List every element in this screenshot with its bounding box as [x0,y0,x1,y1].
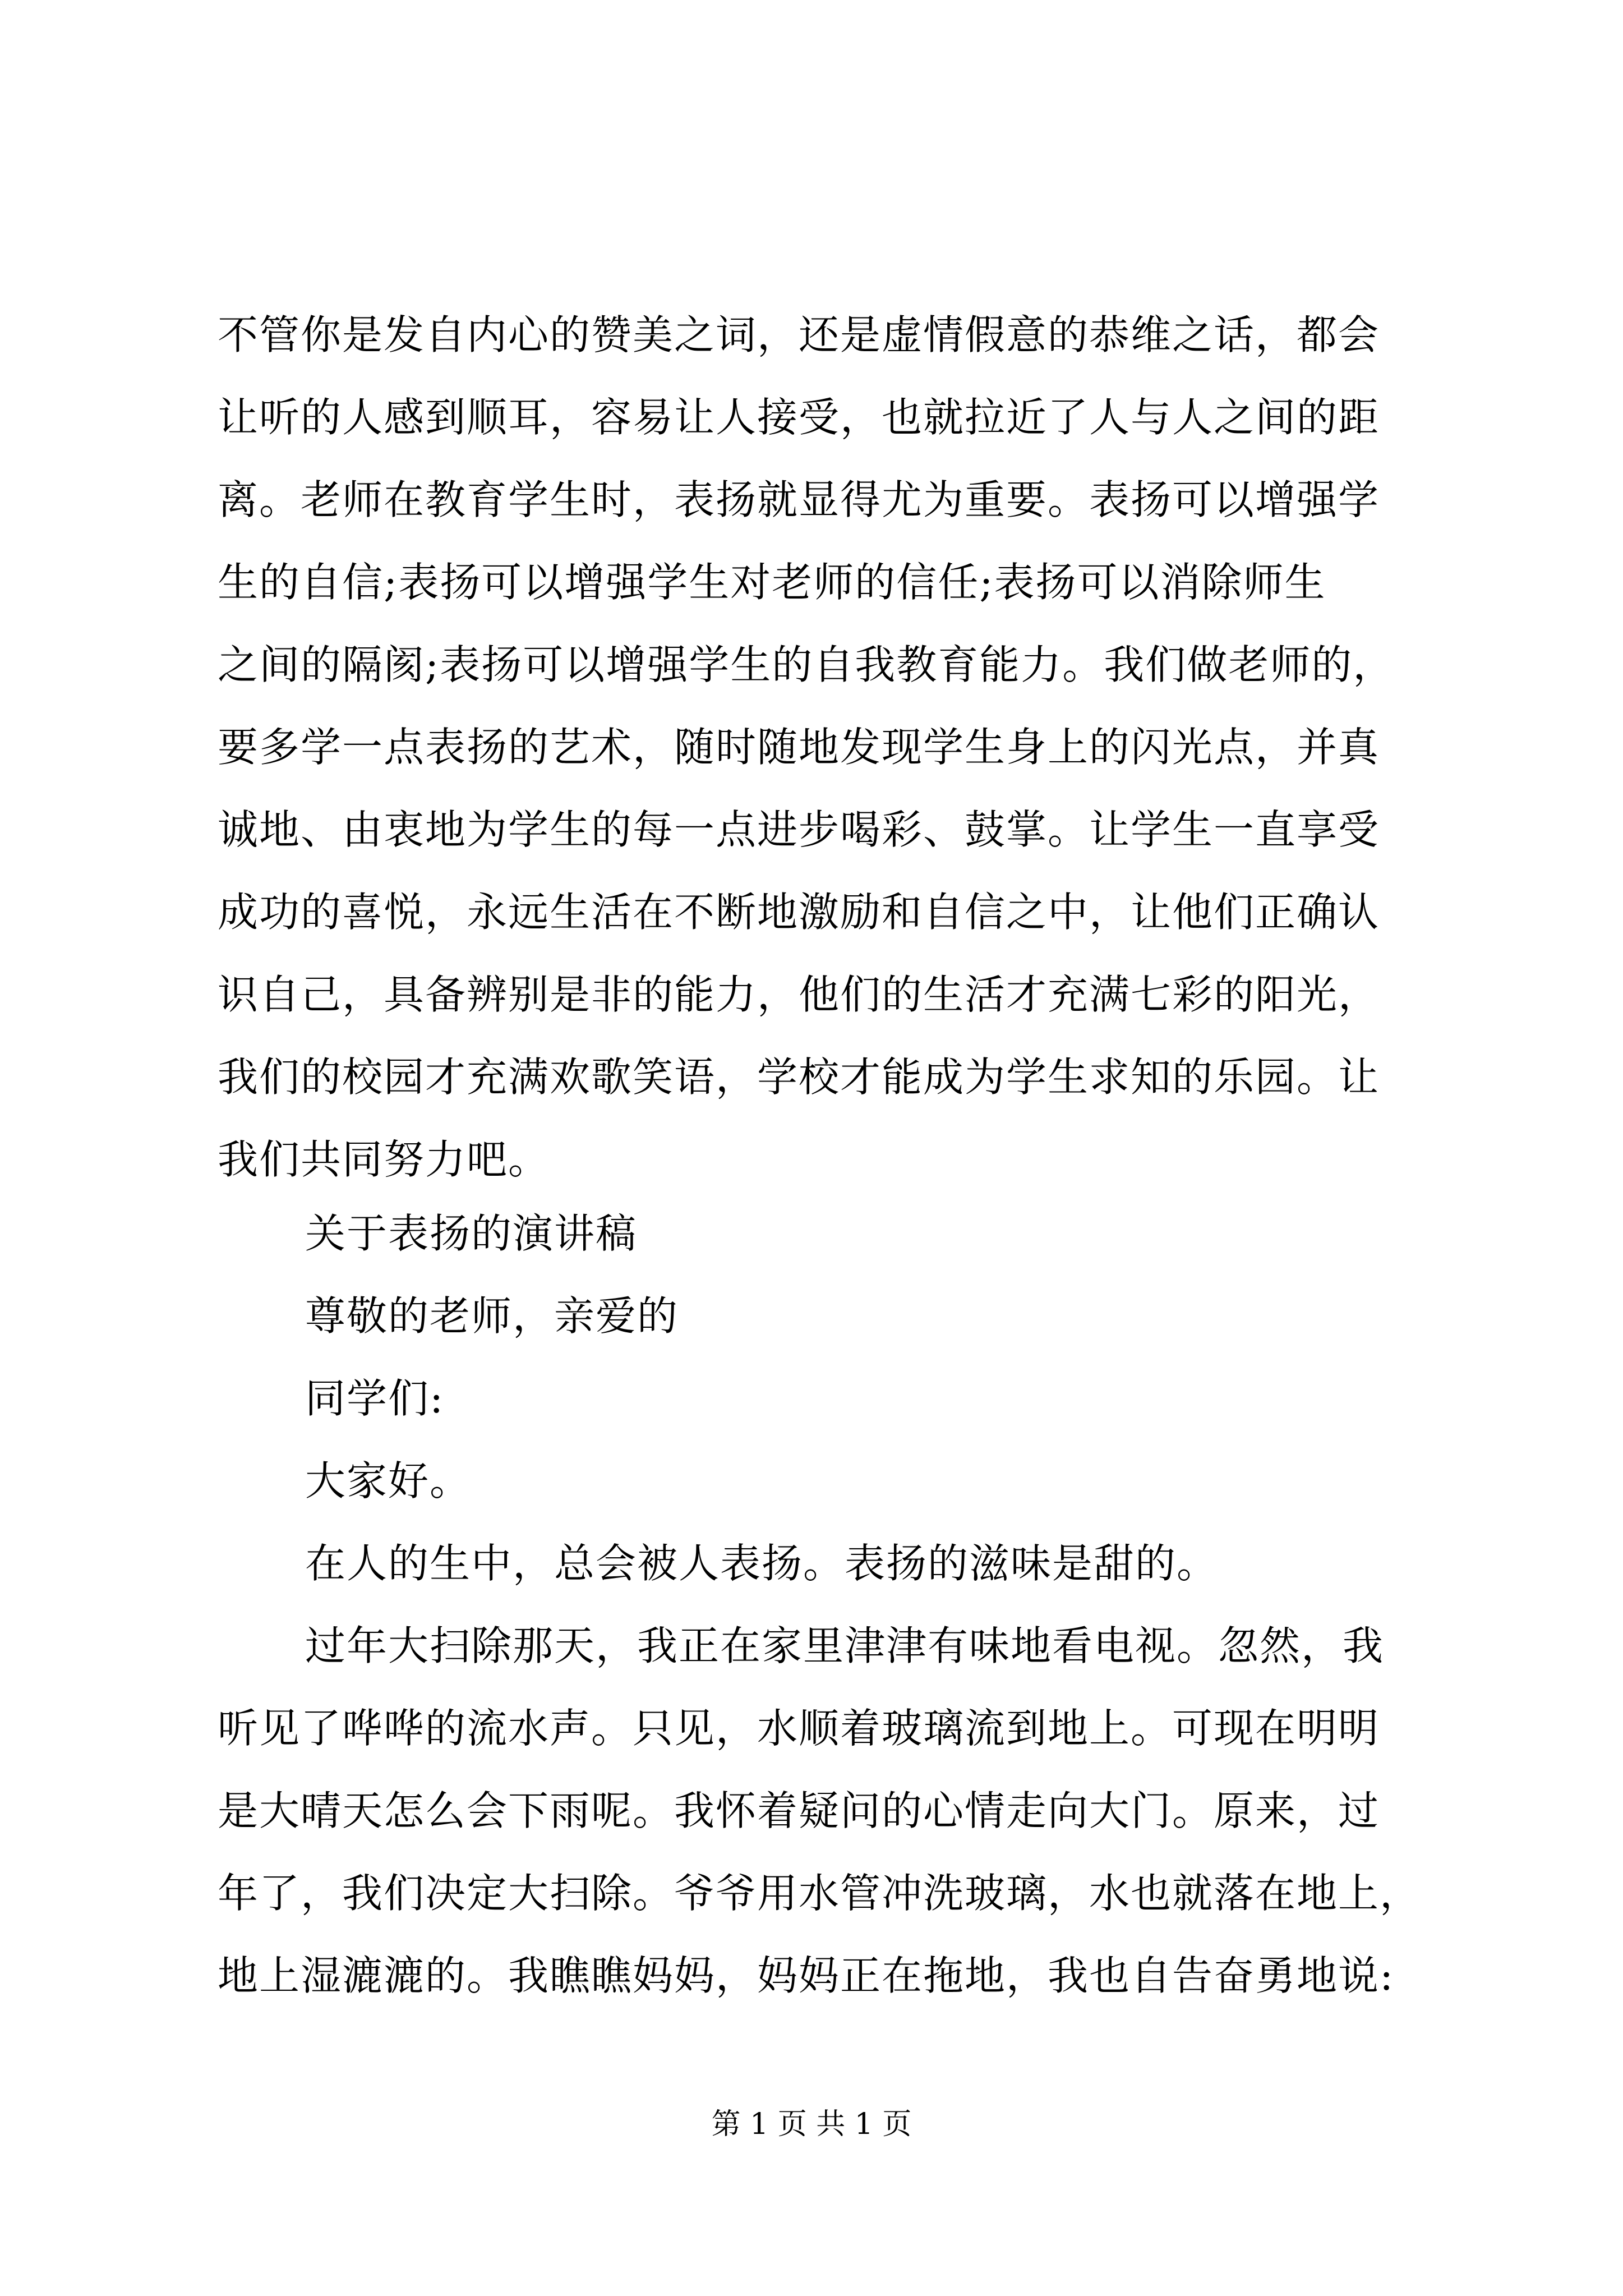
paragraph-line: 我们的校园才充满欢歌笑语，学校才能成为学生求知的乐园。让 [218,1053,1380,1101]
paragraph-line: 要多学一点表扬的艺术，随时随地发现学生身上的闪光点，并真 [218,724,1380,771]
paragraph-line: 年了，我们决定大扫除。爷爷用水管冲洗玻璃，水也就落在地上， [218,1870,1422,1917]
paragraph-line: 之间的隔阂;表扬可以增强学生的自我教育能力。我们做老师的， [218,641,1395,688]
paragraph-line: 我们共同努力吧。 [218,1136,550,1183]
paragraph-line: 是大晴天怎么会下雨呢。我怀着疑问的心情走向大门。原来，过 [218,1787,1380,1834]
paragraph-line: 离。老师在教育学生时，表扬就显得尤为重要。表扬可以增强学 [218,476,1380,523]
speech-title: 关于表扬的演讲稿 [305,1210,638,1257]
salutation-line: 同学们: [305,1375,445,1422]
paragraph-line: 生的自信;表扬可以增强学生对老师的信任;表扬可以消除师生 [218,559,1326,606]
paragraph-line: 过年大扫除那天，我正在家里津津有味地看电视。忽然，我 [305,1622,1385,1669]
speech-section [218,1193,1423,2017]
paragraph-2: 在人的生中，总会被人表扬。表扬的滋味是甜的。 [305,1540,1219,1587]
paragraph-line: 识自己，具备辨别是非的能力，他们的生活才充满七彩的阳光， [218,971,1380,1018]
salutation-line: 尊敬的老师，亲爱的 [305,1292,679,1340]
paragraph-1 [218,294,1423,1201]
paragraph-line: 地上湿漉漉的。我瞧瞧妈妈，妈妈正在拖地，我也自告奋勇地说: [218,1952,1395,1999]
paragraph-line: 让听的人感到顺耳，容易让人接受，也就拉近了人与人之间的距 [218,394,1380,441]
paragraph-line: 听见了哗哗的流水声。只见，水顺着玻璃流到地上。可现在明明 [218,1705,1380,1752]
paragraph-line: 不管你是发自内心的赞美之词，还是虚情假意的恭维之话，都会 [218,311,1380,358]
paragraph-line: 成功的喜悦，永远生活在不断地激励和自信之中，让他们正确认 [218,889,1380,936]
greeting-line: 大家好。 [305,1457,472,1504]
paragraph-line: 诚地、由衷地为学生的每一点进步喝彩、鼓掌。让学生一直享受 [218,806,1380,853]
page-footer: 第 1 页 共 1 页 [711,2108,912,2141]
